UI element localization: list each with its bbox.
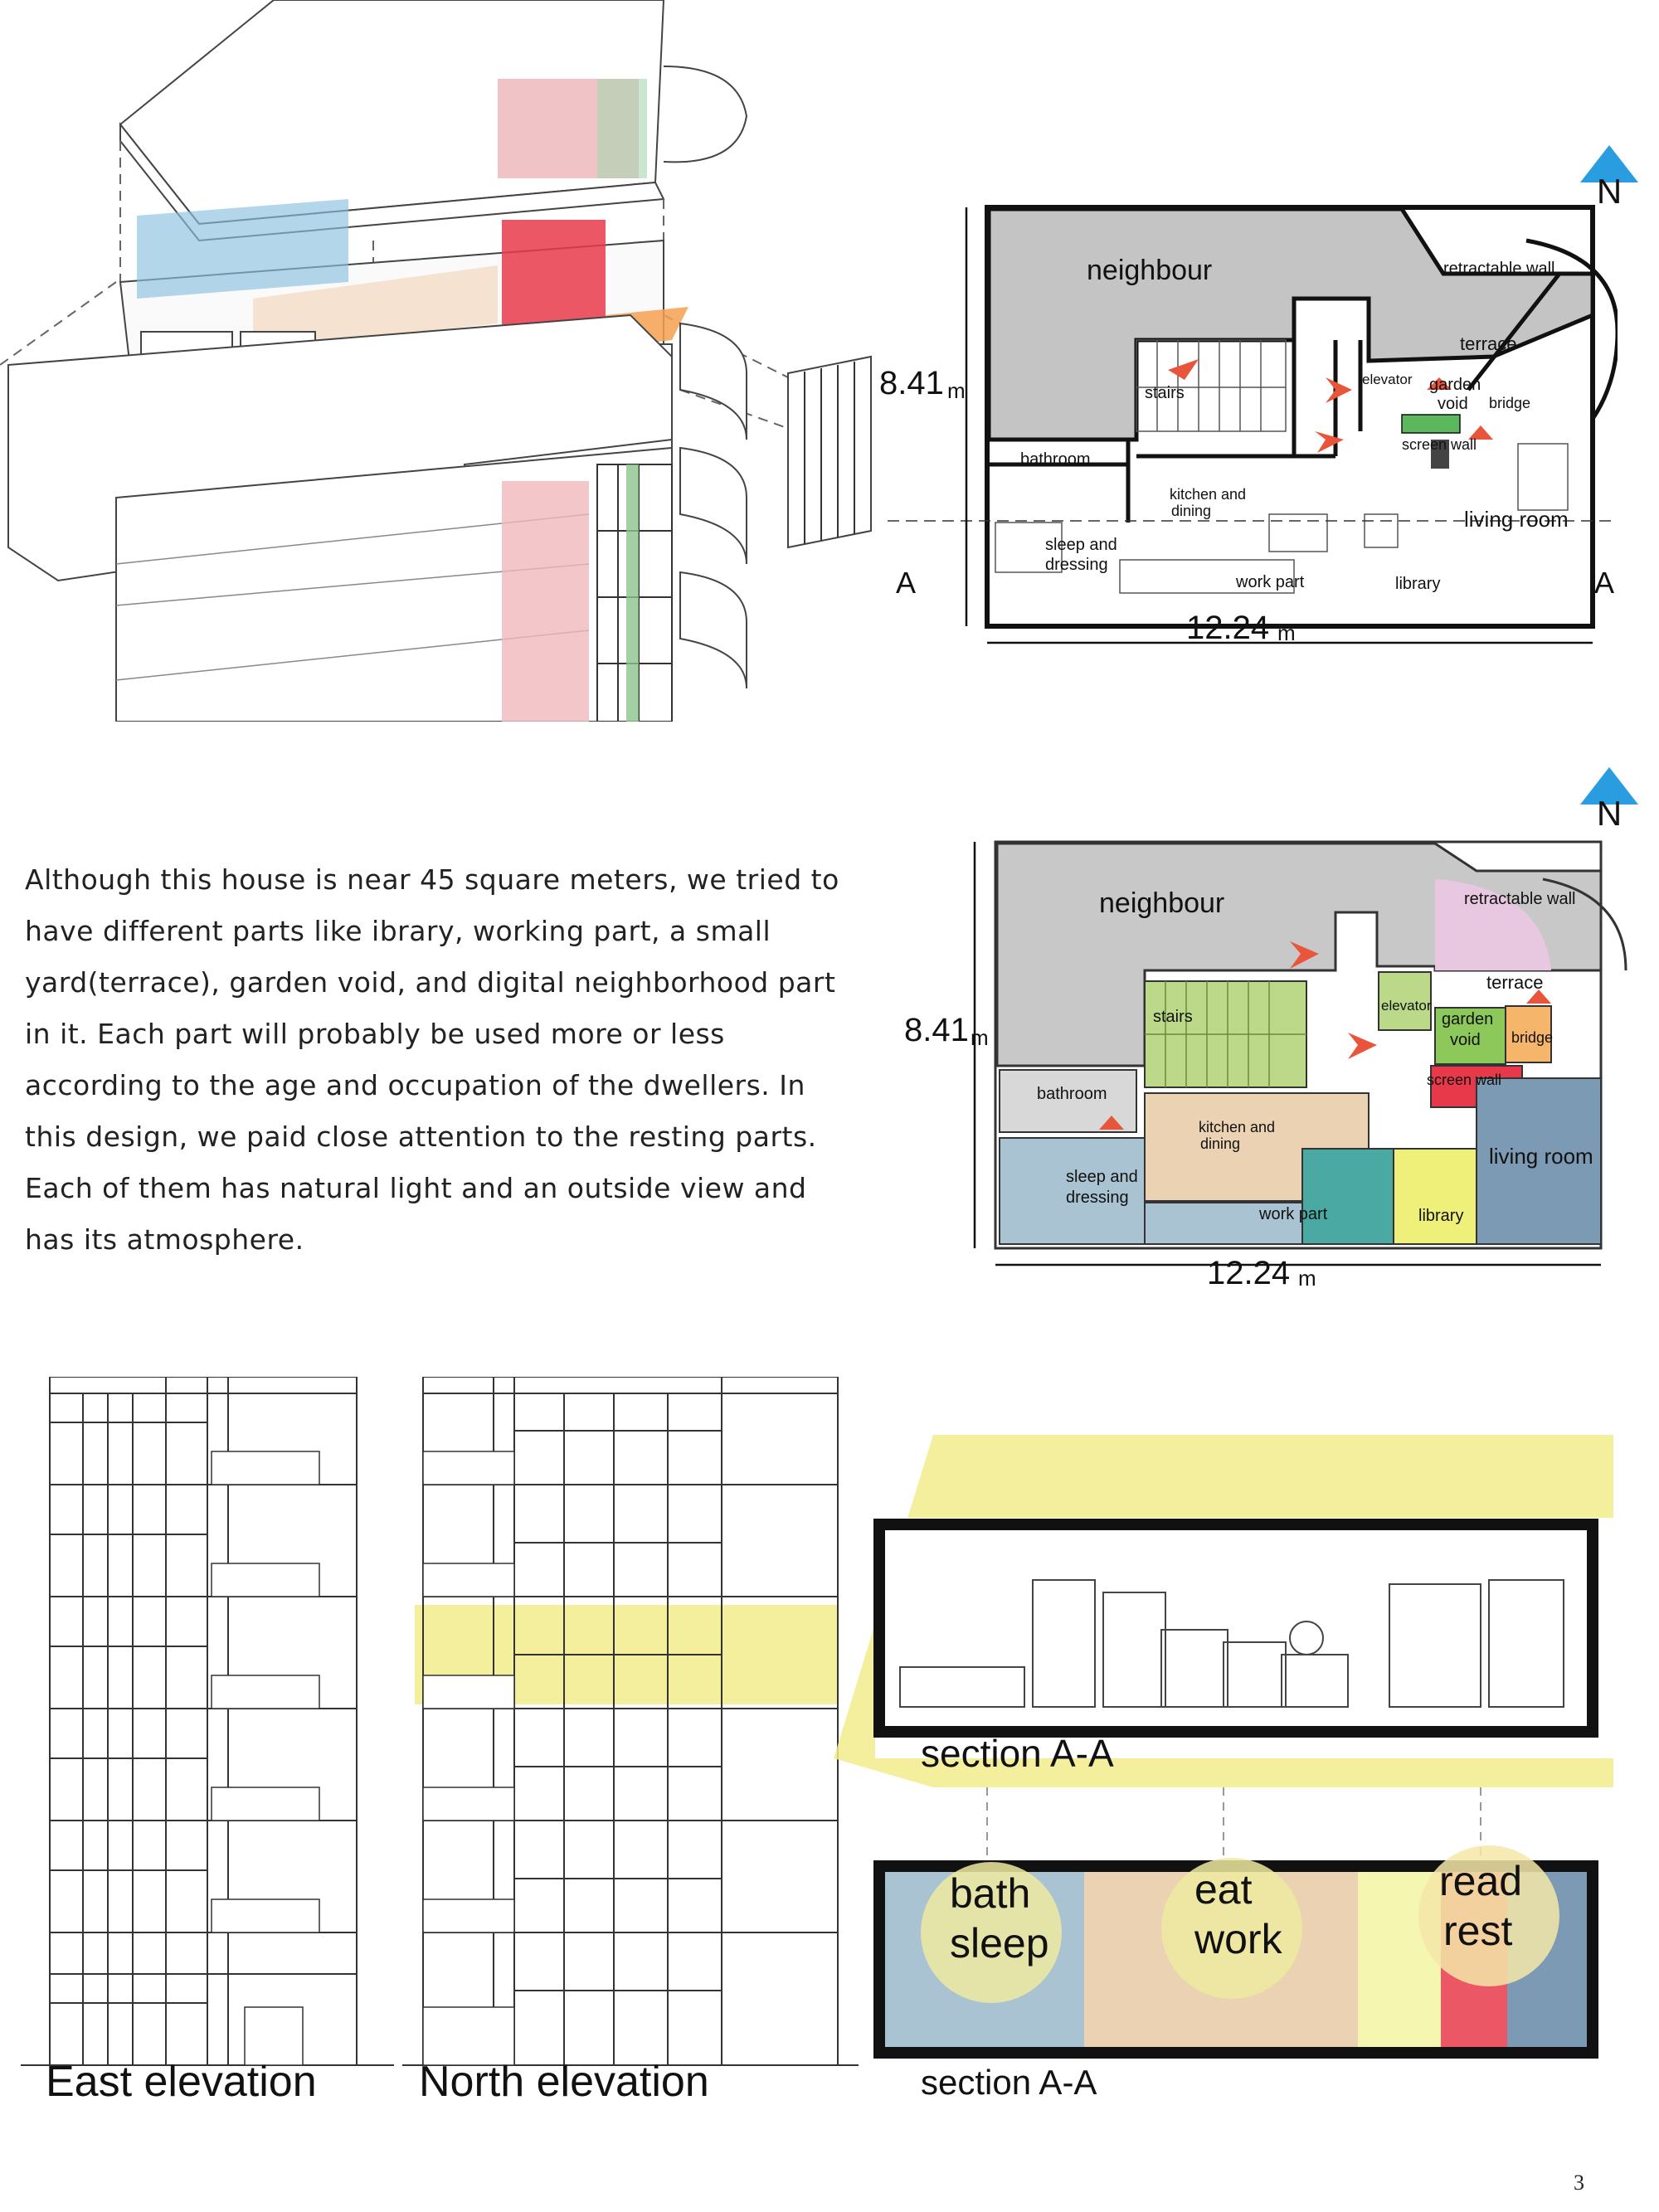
label-work-part: work part [1259,1205,1328,1223]
width-unit: m [1277,620,1296,645]
label-stairs: stairs [1153,1008,1193,1026]
height-unit: m [947,378,966,403]
label-garden: garden [1429,376,1481,394]
label-elevator: elevator [1362,372,1413,387]
label-retractable-wall: retractable wall [1443,260,1555,278]
label-neighbour: neighbour [1099,887,1225,919]
north-elevation-label: North elevation [419,2058,709,2106]
north-letter: N [1596,172,1623,211]
label-garden: garden [1442,1010,1494,1028]
height-dimension: 8.41 [879,365,944,401]
label-bathroom: bathroom [1037,1085,1107,1103]
label-sleep: sleep and [1045,536,1117,554]
label-kitchen: kitchen and [1170,486,1247,503]
page-number: 3 [1574,2171,1584,2195]
height-unit: m [971,1025,989,1050]
height-dimension: 8.41 [904,1012,969,1048]
label-screen-wall: screen wall [1402,436,1477,453]
label-sleep: sleep and [1066,1168,1138,1186]
label-bathroom: bathroom [1020,450,1091,469]
section-mark-right: A [1594,566,1615,600]
description-paragraph: Although this house is near 45 square meters, we tried to have different parts like ibrary, working part, a small yard(terrace), garden void, and digital neighborhood part in it. Each part will probably be used more or less according to the age and occupation of the dwellers. In this design, we paid close attention to the resting parts. Each of them has natural light and an outside view and has its atmosphere. [25,863,839,1256]
label-library: library [1395,575,1441,593]
label-living-room: living room [1464,507,1569,532]
label-bridge: bridge [1489,395,1531,411]
north-elevation-drawing [402,1377,867,2090]
floor-plan-top [871,191,1618,664]
label-dressing: dressing [1045,556,1108,574]
label-neighbour: neighbour [1087,255,1213,286]
label-bridge: bridge [1511,1029,1554,1046]
axonometric-drawing [0,0,879,722]
section-drawings [834,1435,1630,2123]
width-dimension: 12.24 [1207,1255,1291,1291]
zone-work: work [1194,1916,1282,1962]
label-dining: dining [1171,503,1212,519]
label-elevator: elevator [1381,998,1432,1014]
label-void: void [1450,1031,1481,1049]
label-library: library [1418,1207,1464,1225]
floor-plan-colored [888,829,1634,1294]
zone-rest: rest [1443,1908,1513,1954]
north-letter: N [1596,794,1623,833]
width-dimension: 12.24 [1186,610,1270,646]
label-living-room: living room [1489,1144,1593,1169]
zone-read: read [1439,1858,1523,1904]
section-top-label: section A-A [921,1732,1114,1775]
zone-eat: eat [1194,1866,1253,1913]
east-elevation-label: East elevation [46,2058,317,2106]
label-terrace: terrace [1460,333,1517,354]
label-terrace: terrace [1486,972,1544,993]
north-arrow-icon [1576,767,1642,834]
section-mark-left: A [896,566,917,600]
label-void: void [1438,395,1468,413]
label-screen-wall: screen wall [1427,1072,1502,1088]
label-work-part: work part [1236,573,1305,591]
east-elevation-drawing [21,1377,402,2090]
label-dining: dining [1200,1135,1241,1152]
zone-sleep: sleep [950,1920,1049,1966]
zone-bath: bath [950,1870,1031,1917]
section-bottom-label: section A-A [921,2063,1097,2102]
label-dressing: dressing [1066,1189,1129,1207]
width-unit: m [1298,1266,1316,1291]
label-retractable-wall: retractable wall [1464,890,1576,908]
label-stairs: stairs [1145,384,1185,402]
label-kitchen: kitchen and [1199,1119,1276,1135]
